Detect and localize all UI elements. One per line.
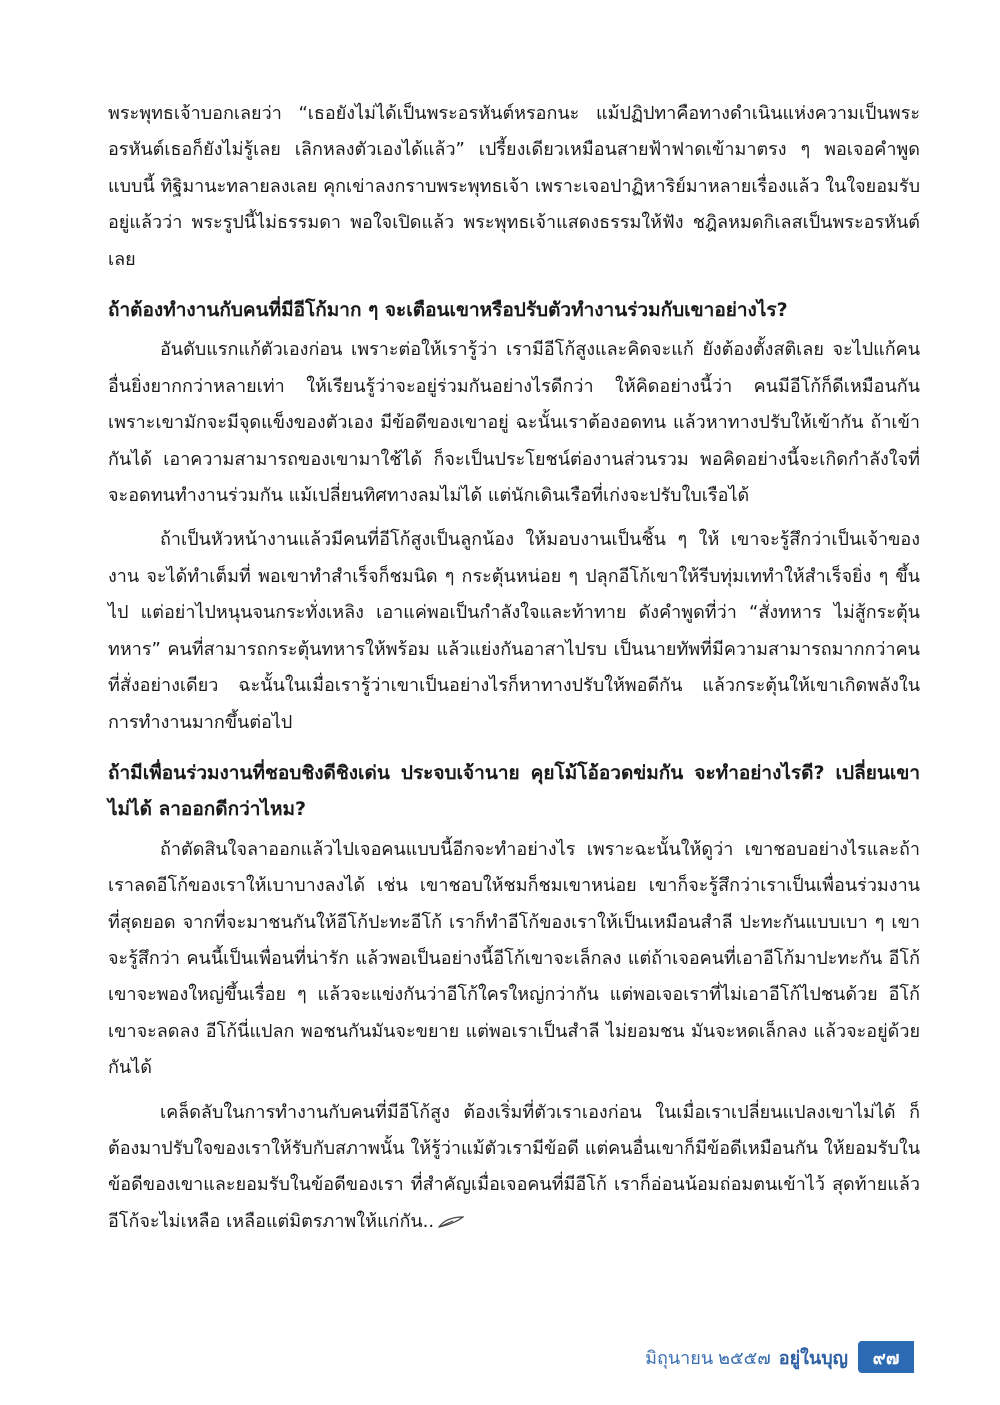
answer-paragraph-2a: ถ้าตัดสินใจลาออกแล้วไปเจอคนแบบนี้อีกจะทำอย่างไร เพราะฉะนั้นให้ดูว่า เขาชอบอย่างไรและถ้าเราลดอีโก้ของเราให้เบาบางลงได้ เช่น เขาชอบให้ชมก็ชมเขาหน่อย เขาก็จะรู้สึกว่าเราเป็นเพื่อนร่วมงานที่สุดยอด จากที่จะมาชนกันให้อีโก้ปะทะอีโก้ เราก็ทำอีโก้ของเราให้เป็นเหมือนสำลี ปะทะกันแบบเบา ๆ เขาจะรู้สึกว่า คนนี้เป็นเพื่อนที่น่ารัก แล้วพอเป็นอย่างนี้อีโก้เขาจะเล็กลง แต่ถ้าเจอคนที่เอาอีโก้มาปะทะกัน อีโก้เขาจะพองใหญ่ขึ้นเรื่อย ๆ แล้วจะแข่งกันว่าอีโก้ใครใหญ่กว่ากัน แต่พอเจอเราที่ไม่เอาอีโก้ไปชนด้วย อีโก้เขาจะลดลง อีโก้นี่แปลก พอชนกันมันจะขยาย แต่พอเราเป็นสำลี ไม่ยอมชน มันจะหดเล็กลง แล้วจะอยู่ด้วยกันได้	[108, 838, 920, 1079]
answer-paragraph-2b	[108, 1095, 920, 1241]
answer-paragraph-2b-text: เคล็ดลับในการทำงานกับคนที่มีอีโก้สูง ต้องเริ่มที่ตัวเราเองก่อน ในเมื่อเราเปลี่ยนแปลงเขาไม่ได้ ก็ต้องมาปรับใจของเราให้รับกับสภาพนั้น ให้รู้ว่าแม้ตัวเรามีข้อดี แต่คนอื่นเขาก็มีข้อดีเหมือนกัน ให้ยอมรับในข้อดีของเขาและยอมรับในข้อดีของเรา ที่สำคัญเมื่อเจอคนที่มีอีโก้ เราก็อ่อนน้อมถ่อมตนเข้าไว้ สุดท้ายแล้วอีโก้จะไม่เหลือ เหลือแต่มิตรภาพให้แก่กัน..	[108, 1101, 920, 1232]
question-heading-2: ถ้ามีเพื่อนร่วมงานที่ชอบชิงดีชิงเด่น ประจบเจ้านาย คุยโม้โอ้อวดข่มกัน จะทำอย่างไรดี? เปลี่ยนเขาไม่ได้ ลาออกดีกว่าไหม?	[108, 761, 920, 821]
magazine-name: อยู่ในบุญ	[778, 1347, 848, 1368]
issue-date: มิถุนายน ๒๕๕๗	[645, 1347, 771, 1368]
page-number-badge: ๙๗	[858, 1341, 914, 1373]
page-footer	[645, 1339, 914, 1375]
question-heading-1: ถ้าต้องทำงานกับคนที่มีอีโก้มาก ๆ จะเตือนเขาหรือปรับตัวทำงานร่วมกับเขาอย่างไร?	[108, 299, 788, 322]
answer-paragraph-1b: ถ้าเป็นหัวหน้างานแล้วมีคนที่อีโก้สูงเป็นลูกน้อง ให้มอบงานเป็นชิ้น ๆ ให้ เขาจะรู้สึกว่าเป็นเจ้าของงาน จะได้ทำเต็มที่ พอเขาทำสำเร็จก็ชมนิด ๆ กระตุ้นหน่อย ๆ ปลุกอีโก้เขาให้รีบทุ่มเททำให้สำเร็จยิ่ง ๆ ขึ้นไป แต่อย่าไปหนุนจนกระทั่งเหลิง เอาแค่พอเป็นกำลังใจและท้าทาย ดังคำพูดที่ว่า “สั่งทหาร ไม่สู้กระตุ้นทหาร” คนที่สามารถกระตุ้นทหารให้พร้อม แล้วแย่งกันอาสาไปรบ เป็นนายทัพที่มีความสามารถมากกว่าคนที่สั่งอย่างเดียว ฉะนั้นในเมื่อเรารู้ว่าเขาเป็นอย่างไรก็หาทางปรับให้พอดีกัน แล้วกระตุ้นให้เขาเกิดพลังในการทำงานมากขึ้นต่อไป	[108, 529, 920, 733]
intro-paragraph: พระพุทธเจ้าบอกเลยว่า “เธอยังไม่ได้เป็นพระอรหันต์หรอกนะ แม้ปฏิปทาคือทางดำเนินแห่งความเป็นพระอรหันต์เธอก็ยังไม่รู้เลย เลิกหลงตัวเองได้แล้ว” เปรี้ยงเดียวเหมือนสายฟ้าฟาดเข้ามาตรง ๆ พอเจอคำพูดแบบนี้ ทิฐิมานะทลายลงเลย คุกเข่าลงกราบพระพุทธเจ้า เพราะเจอปาฏิหาริย์มาหลายเรื่องแล้ว ในใจยอมรับอยู่แล้วว่า พระรูปนี้ไม่ธรรมดา พอใจเปิดแล้ว พระพุทธเจ้าแสดงธรรมให้ฟัง ชฎิลหมดกิเลสเป็นพระอรหันต์เลย	[108, 103, 920, 270]
article-body	[108, 96, 920, 1240]
answer-paragraph-1a: อันดับแรกแก้ตัวเองก่อน เพราะต่อให้เรารู้ว่า เรามีอีโก้สูงและคิดจะแก้ ยังต้องตั้งสติเลย จะไปแก้คนอื่นยิ่งยากกว่าหลายเท่า ให้เรียนรู้ว่าจะอยู่ร่วมกันอย่างไรดีกว่า ให้คิดอย่างนี้ว่า คนมีอีโก้ก็ดีเหมือนกัน เพราะเขามักจะมีจุดแข็งของตัวเอง มีข้อดีของเขาอยู่ ฉะนั้นเราต้องอดทน แล้วหาทางปรับให้เข้ากัน ถ้าเข้ากันได้ เอาความสามารถของเขามาใช้ได้ ก็จะเป็นประโยชน์ต่องานส่วนรวม พอคิดอย่างนี้จะเกิดกำลังใจที่จะอดทนทำงานร่วมกัน แม้เปลี่ยนทิศทางลมไม่ได้ แต่นักเดินเรือที่เก่งจะปรับใบเรือได้	[108, 339, 920, 507]
feather-end-mark-icon	[438, 1216, 464, 1228]
